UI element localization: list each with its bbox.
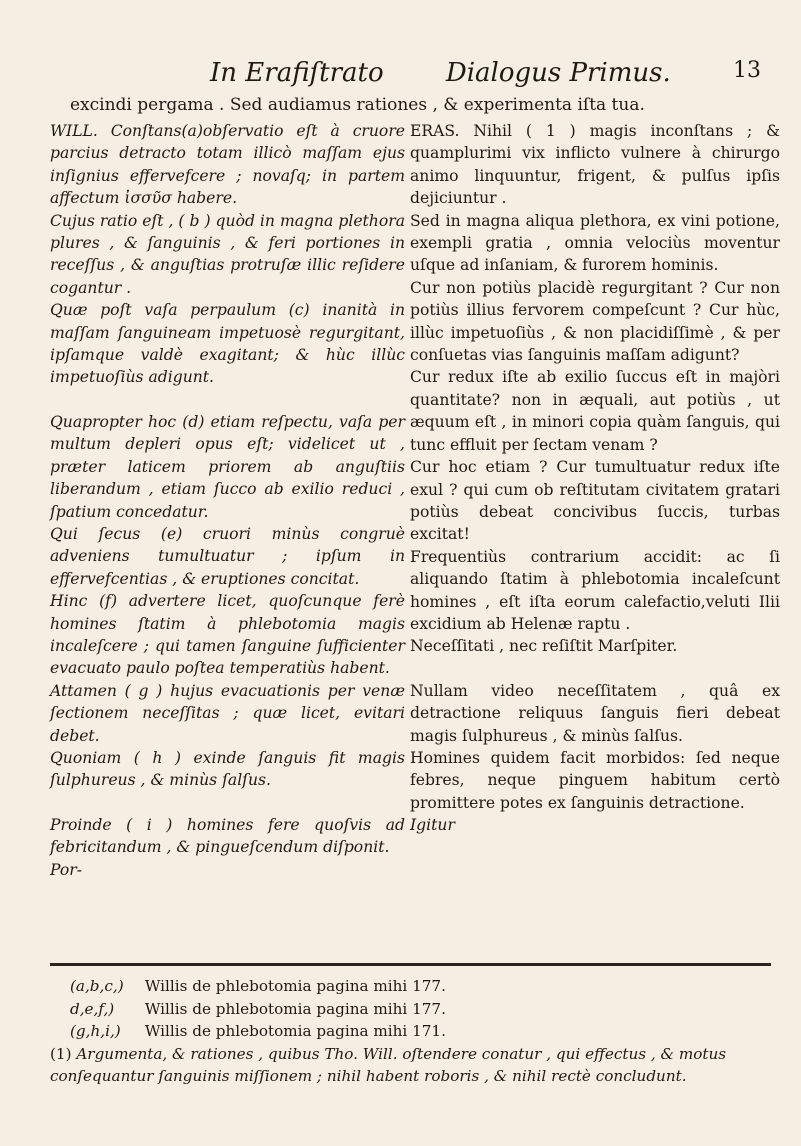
running-title-right: Dialogus Primus. [445,58,671,88]
paragraph: Cujus ratio eſt , ( b ) quòd in magna plethora plures , & ſanguinis , & feri portiones in receſſus , & anguſtias protruſæ illic reſidere cogantur . [50,211,405,297]
paragraph: Nullam video neceſſitatem , quâ ex detractione reliquus ſanguis fieri debeat magis ſulphureus , & minùs ſalſus. [410,681,780,745]
footnote-ref [50,1020,771,1043]
paragraph: Frequentiùs contrarium accidit: ac ſi aliquando ſtatim à phlebotomia incaleſcunt homines , eſt iſta eorum calefactio,veluti Ilii excidium ab Helenæ raptu . [410,547,780,633]
paragraph: Quæ poſt vaſa perpaulum (c) inanità in maſſam ſanguineam impetuosè regurgitant, ipſamque valdè exagitant; & hùc illùc impetuoſiùs adigunt. [50,301,405,387]
footnote-mark: d,e,f,) [70,999,115,1018]
footnotes [50,975,771,1088]
catchword: Igitur [410,816,455,835]
paragraph: Hinc (f) advertere licet, quoſcunque ferè homines ſtatim à phlebotomia magis incaleſcere ; qui tamen ſanguine ſufficienter evacuato paulo poſtea temperatiùs habent. [50,592,405,678]
right-column-erasistratus [410,120,780,837]
footnote-ref [50,975,771,998]
footnote-note [50,1043,771,1088]
page-number: 13 [732,58,761,83]
paragraph: WILL. Conſtans(a)obſervatio eſt à cruore parcius detracto totam illicò maſſam ejus inſignius effervefcere ; novaſq; in partem affectum ἰσσῦσ habere. [50,122,405,208]
footnote-mark: (g,h,i,) [70,1022,121,1040]
paragraph: Cur non potiùs placidè regurgitant ? Cur non potiùs illius fervorem compeſcunt ? Cur hùc, illùc impetuoſiùs , & non placidiſſimè , & per conſuetas vias ſanguinis maſſam adigunt? [410,278,780,365]
footnote-mark: (a,b,c,) [70,977,124,995]
paragraph: Proinde ( i ) homines fere quoſvis ad febricitandum , & pingueſcendum diſponit. [50,815,405,857]
paragraph: Attamen ( g ) hujus evacuationis per venæ ſectionem neceſſitas ; quæ licet, evitari debet. [50,681,405,745]
footnote-ref [50,998,771,1021]
paragraph: Qui ſecus (e) cruori minùs congruè adveniens tumultuatur ; ipſum in effervefcentias , & eruptiones concitat. [50,524,405,588]
paragraph: Quoniam ( h ) exinde ſanguis fit magis ſulphureus , & minùs ſalſus. [50,748,405,790]
footnote-text: Willis de phlebotomia pagina mihi 171. [144,1022,446,1040]
running-header [210,58,761,88]
footnote-divider [50,963,771,966]
paragraph: Cur hoc etiam ? Cur tumultuatur redux iſte exul ? qui cum ob reſtitutam civitatem gratari potiùs debeat concivibus ſuccis, turbas excitat! [410,458,780,544]
footnote-text: Willis de phlebotomia pagina mihi 177. [144,977,446,995]
paragraph: Homines quidem facit morbidos: ſed neque febres, neque pinguem habitum certò promittere potes ex ſanguinis detractione. [410,748,780,812]
paragraph: Quapropter hoc (d) etiam reſpectu, vaſa per multum depleri opus eſt; videlicet ut , præter laticem priorem ab anguſtiis liberandum , etiam ſucco ab exilio reduci , ſpatium concedatur. [50,412,405,521]
left-column-willis [50,120,405,881]
intro-line: excindi pergama . Sed audiamus rationes , & experimenta iſta tua. [70,95,645,115]
footnote-text: Willis de phlebotomia pagina mihi 177. [144,999,446,1018]
paragraph: Cur redux iſte ab exilio ſuccus eſt in majòri quantitate? non in æquali, aut potiùs , ut æquum eſt , in minori copia quàm ſanguis, qui tunc effluit per ſectam venam ? [410,368,780,454]
paragraph: ERAS. Nihil ( 1 ) magis inconſtans ; & quamplurimi vix inflicto vulnere à chirurgo animo linquuntur, frigent, & pulſus ipſis dejiciuntur . [410,122,780,208]
paragraph: Neceſſitati , nec reſiſtit Marſpiter. [410,637,678,656]
catchword: Por- [50,860,82,879]
footnote-text: Argumenta, & rationes , quibus Tho. Will. oſtendere conatur , qui effectus , & motus conſequantur ſanguinis miſſionem ; nihil habent roboris , & nihil rectè concludunt. [50,1044,727,1085]
running-title-left: In Erafiſtrato [210,58,384,88]
paragraph: Sed in magna aliqua plethora, ex vini potione, exempli gratia , omnia velociùs moventur uſque ad inſaniam, & furorem hominis. [410,211,780,275]
footnote-mark: (1) [50,1044,72,1063]
